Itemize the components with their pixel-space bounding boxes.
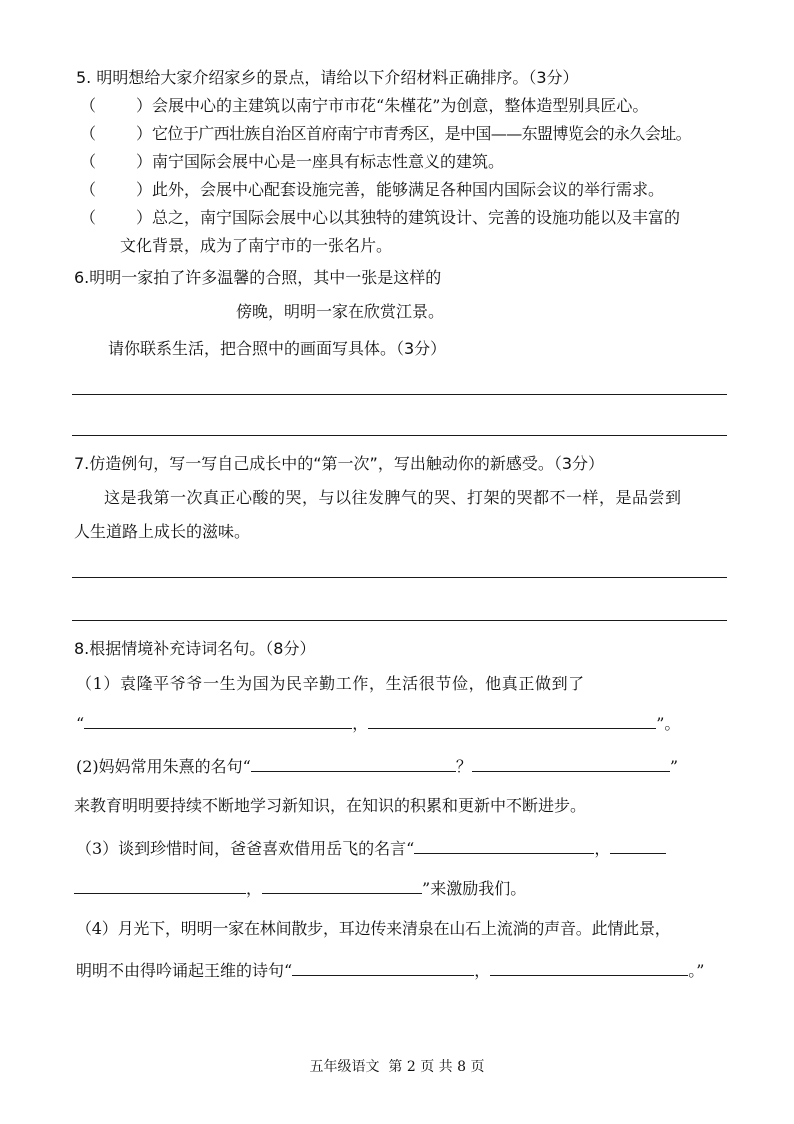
q5-item-text: 会展中心的主建筑以南宁市市花“朱槿花”为创意，整体造型别具匠心。 (152, 96, 649, 115)
poem-blank-6-cont[interactable] (74, 877, 246, 894)
q5-title: 5. 明明想给大家介绍家乡的景点，请给以下介绍材料正确排序。（3分） (76, 68, 579, 87)
question-mark: ？ (455, 757, 472, 776)
q8-part-1-answer (76, 712, 680, 735)
q8-part-3-answer (76, 837, 666, 860)
q8-part-4-context: （4）月光下，明明一家在林间散步，耳边传来清泉在山石上流淌的声音。此情此景， (76, 919, 671, 938)
quote-close: 。” (688, 961, 705, 980)
answer-paren-close: ） (136, 96, 153, 115)
q8-part-3-end: ”来激励我们。 (422, 879, 527, 898)
q5-item-text: 此外，会展中心配套设施完善，能够满足各种国内国际会议的举行需求。 (152, 180, 665, 199)
answer-paren-open: （ (80, 96, 97, 115)
poem-blank-7[interactable] (262, 877, 422, 894)
answer-paren-close: ） (136, 152, 153, 171)
q6-answer-line-1[interactable] (72, 394, 727, 395)
subject-label: 五年级语文 (309, 1059, 380, 1075)
q5-item-3 (80, 151, 504, 173)
q6-title: 6.明明一家拍了许多温馨的合照，其中一张是这样的 (74, 268, 442, 287)
quote-open: “ (76, 714, 85, 733)
comma: ， (352, 714, 369, 733)
answer-paren-open: （ (80, 180, 97, 199)
poem-blank-6[interactable] (610, 837, 666, 854)
q7-title: 7.仿造例句，写一写自己成长中的“第一次”，写出触动你的新感受。（3分） (74, 454, 605, 473)
q6-photo-caption: 傍晚，明明一家在欣赏江景。 (236, 302, 445, 321)
poem-blank-2[interactable] (368, 712, 656, 729)
poem-blank-4[interactable] (472, 755, 670, 772)
answer-paren-open: （ (80, 152, 97, 171)
page-footer (0, 1056, 794, 1076)
quote-close: ” (669, 757, 679, 776)
q5-item-5-continued: 文化背景，成为了南宁市的一张名片。 (120, 236, 393, 255)
answer-paren-open: （ (80, 124, 97, 143)
answer-paren-open: （ (80, 208, 97, 227)
poem-blank-8[interactable] (292, 959, 474, 976)
answer-paren-close: ） (136, 124, 153, 143)
q6-prompt: 请你联系生活，把合照中的画面写具体。（3分） (108, 339, 447, 358)
poem-blank-9[interactable] (490, 959, 688, 976)
comma: ， (474, 961, 491, 980)
comma: ， (594, 839, 611, 858)
q7-example-line-1: 这是我第一次真正心酸的哭，与以往发脾气的哭、打架的哭都不一样，是品尝到 (104, 488, 682, 507)
q8-part-2-answer (76, 755, 678, 778)
q8-part-4-context-cont: 明明不由得吟诵起王维的诗句“ (76, 961, 293, 980)
answer-paren-close: ） (136, 208, 153, 227)
poem-blank-1[interactable] (84, 712, 352, 729)
q5-item-text: 它位于广西壮族自治区首府南宁市青秀区，是中国——东盟博览会的永久会址。 (152, 124, 692, 143)
answer-paren-close: ） (136, 180, 153, 199)
q8-part-2-context-cont: 来教育明明要持续不断地学习新知识，在知识的积累和更新中不断进步。 (74, 796, 587, 815)
q7-example-line-2: 人生道路上成长的滋味。 (74, 522, 251, 541)
q6-answer-line-2[interactable] (72, 435, 727, 436)
comma: ， (246, 879, 263, 898)
q5-item-1 (80, 95, 648, 117)
quote-close: ”。 (656, 714, 681, 733)
q5-item-5 (80, 207, 680, 229)
q8-title: 8.根据情境补充诗词名句。（8分） (74, 639, 316, 658)
q8-part-3-context: （3）谈到珍惜时间，爸爸喜欢借用岳飞的名言“ (76, 839, 415, 858)
q5-item-text: 南宁国际会展中心是一座具有标志性意义的建筑。 (152, 152, 505, 171)
q8-part-3-answer-cont (74, 877, 526, 900)
poem-blank-5[interactable] (414, 837, 594, 854)
q8-part-4-answer (76, 959, 704, 982)
q7-answer-line-2[interactable] (72, 620, 727, 621)
poem-blank-3[interactable] (251, 755, 456, 772)
q5-item-4 (80, 179, 664, 201)
page-number: 第 2 页 共 8 页 (388, 1059, 485, 1075)
q8-part-1-context: （1）袁隆平爷爷一生为国为民辛勤工作，生活很节俭，他真正做到了 (76, 674, 585, 693)
q7-answer-line-1[interactable] (72, 577, 727, 578)
q5-item-text: 总之，南宁国际会展中心以其独特的建筑设计、完善的设施功能以及丰富的 (152, 208, 681, 227)
q8-part-2-context: (2)妈妈常用朱熹的名句“ (76, 757, 251, 776)
q5-item-2 (80, 123, 691, 145)
